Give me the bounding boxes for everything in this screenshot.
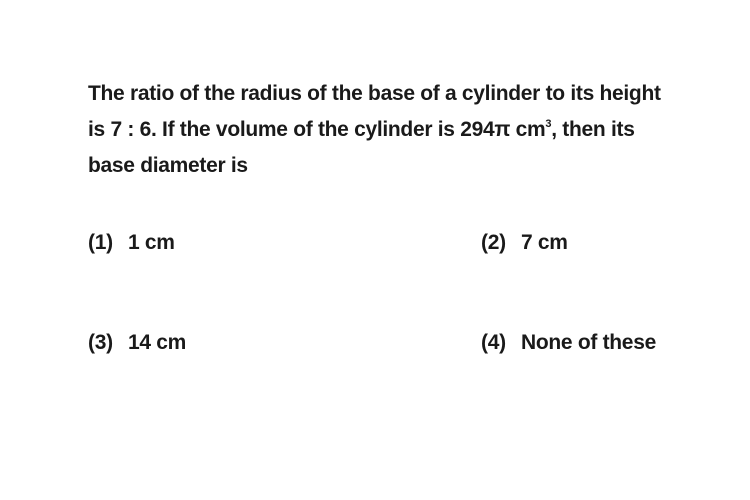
question-line-3: base diameter is	[88, 154, 248, 177]
option-2-text: 7 cm	[521, 231, 568, 254]
cube-exponent: 3	[545, 118, 552, 130]
option-4-text: None of these	[521, 331, 656, 354]
option-2[interactable]	[481, 230, 568, 256]
question-line-1: The ratio of the radius of the base of a cylinder to its height	[88, 82, 661, 105]
question-line-2	[88, 112, 688, 148]
option-3-text: 14 cm	[128, 331, 187, 354]
option-4[interactable]	[481, 330, 656, 356]
option-2-number: (2)	[481, 231, 506, 254]
option-1[interactable]	[88, 230, 175, 256]
option-4-number: (4)	[481, 331, 506, 354]
option-3[interactable]	[88, 330, 186, 356]
option-1-number: (1)	[88, 231, 113, 254]
option-1-text: 1 cm	[128, 231, 175, 254]
option-3-number: (3)	[88, 331, 113, 354]
question-line-2-end: , then its	[551, 118, 635, 141]
question-line-2-start: is 7 : 6. If the volume of the cylinder is 294π cm	[88, 118, 546, 141]
question-text	[88, 76, 688, 184]
